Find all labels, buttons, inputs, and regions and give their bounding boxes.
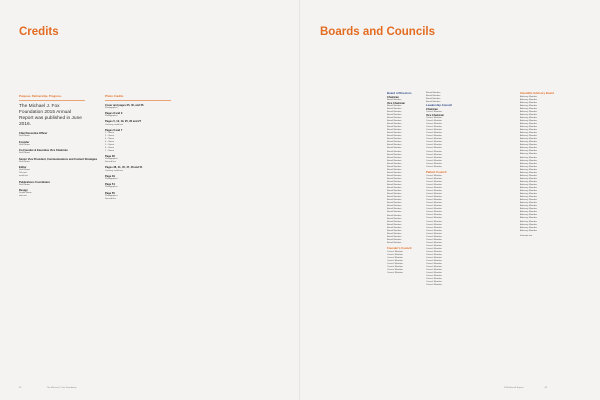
patient-member: Council Member	[426, 281, 442, 284]
leadership-member: Council Member	[426, 153, 442, 156]
right-footer-report: 2015 Annual Report	[504, 387, 524, 389]
founders-member: Council Member	[387, 269, 403, 272]
board-member: Board Member	[387, 238, 402, 241]
photo-credit-pages: Pages 6 and 7	[105, 128, 123, 132]
staff-role: Founder	[19, 140, 30, 144]
photo-credit-line: Courtesy credit text	[105, 169, 123, 172]
scientific-member: Advisory Member	[520, 183, 538, 186]
board-member: Board Member	[387, 129, 402, 132]
photo-credit-line: Photographer	[105, 194, 118, 197]
board-member: Board Member	[387, 232, 402, 235]
leadership-member: Council Member	[426, 132, 442, 135]
board-member: Board Member	[387, 117, 402, 120]
founders-member: Council Member	[387, 263, 403, 266]
leadership-member: Council Member	[426, 162, 442, 165]
scientific-member: Advisory Member	[520, 193, 538, 196]
scientific-member: Advisory Member	[520, 156, 538, 159]
photo-credit-pages: Page 54	[105, 183, 115, 187]
scientific-member: Advisory Member	[520, 129, 538, 132]
leadership-chairman: Council Member	[426, 110, 442, 113]
scientific-member: Advisory Member	[520, 165, 538, 168]
scientific-member: Advisory Member	[520, 119, 538, 122]
boards-title: Boards and Councils	[320, 26, 436, 38]
scientific-member: Advisory Member	[520, 150, 538, 153]
board-member: Board Member	[387, 226, 402, 229]
photo-credit-line: 4 – Name	[105, 140, 115, 143]
board-member: Board Member	[387, 217, 402, 220]
patient-member: Council Member	[426, 180, 442, 183]
board-member: Board Member	[387, 110, 402, 113]
leadership-member: Council Member	[426, 150, 442, 153]
scientific-member: Advisory Member	[520, 159, 538, 162]
photo-credit-pages: Page 49	[105, 174, 115, 178]
leadership-member: Council Member	[426, 129, 442, 132]
patient-member: Council Member	[426, 254, 442, 257]
board-member: Board Member	[387, 235, 402, 238]
scientific-member: Advisory Member	[520, 141, 538, 144]
photo-credit-pages: Pages 5, 12, 19, 25, 26 and 27	[105, 120, 142, 124]
board-chairman: Board Member	[387, 98, 402, 101]
board-member: Board Member	[387, 177, 402, 180]
spacer	[19, 198, 97, 200]
publication-statement: The Michael J. Fox Foundation 2015 Annual Report was published in June 2016.	[19, 103, 82, 128]
board-member: Board Member	[387, 138, 402, 141]
right-footer	[504, 387, 547, 389]
board-member: Board Member	[387, 187, 402, 190]
scientific-member-list	[520, 96, 568, 233]
board-member: Board Member	[387, 147, 402, 150]
scientific-member: Advisory Member	[520, 177, 538, 180]
leadership-member: Council Member	[426, 126, 442, 129]
founders-member-list	[387, 251, 412, 275]
board-member: Board Member	[387, 205, 402, 208]
scientific-member: Advisory Member	[520, 211, 538, 214]
photo-credit-line: Photographer	[105, 158, 118, 161]
board-chairman-label: Chairman	[387, 95, 399, 99]
patient-member: Council Member	[426, 208, 442, 211]
scientific-member: Advisory Member	[520, 196, 538, 199]
leadership-heading: Leadership Council	[426, 103, 452, 108]
scientific-member: Advisory Member	[520, 190, 538, 193]
board-member: Board Member	[387, 199, 402, 202]
patient-member: Council Member	[426, 275, 442, 278]
credits-intro-column	[19, 95, 97, 201]
staff-name: Staff Name	[19, 152, 30, 155]
patient-member: Council Member	[426, 250, 442, 253]
left-footer-org: The Michael J. Fox Foundation	[46, 387, 77, 389]
scientific-member: Advisory Member	[520, 199, 538, 202]
board-member: Board Member	[387, 174, 402, 177]
scientific-member: Advisory Member	[520, 132, 538, 135]
patient-member: Council Member	[426, 174, 442, 177]
board-member: Board Member	[387, 162, 402, 165]
board-member: Board Member	[387, 184, 402, 187]
founders-member: Council Member	[387, 250, 403, 253]
staff-name: Staff Name	[19, 143, 30, 146]
patient-member: Council Member	[426, 263, 442, 266]
board-member: Board Member	[387, 107, 402, 110]
staff-name: Staff Name	[19, 183, 30, 186]
board-member: Board Member	[387, 144, 402, 147]
scientific-member: Advisory Member	[520, 116, 538, 119]
scientific-member: Advisory Member	[520, 101, 538, 104]
patient-member: Council Member	[426, 226, 442, 229]
patient-member: Council Member	[426, 269, 442, 272]
board-heading: Board of Directors	[387, 91, 412, 95]
patient-member: Council Member	[426, 257, 442, 260]
photo-credit-line: 6 – Name	[105, 146, 115, 149]
councils-column	[426, 92, 452, 288]
leadership-member: Council Member	[426, 159, 442, 162]
board-member: Board Member	[426, 101, 441, 104]
scientific-member: Advisory Member	[520, 217, 538, 220]
patient-member: Council Member	[426, 272, 442, 275]
photo-credit-line: Photographer	[105, 106, 118, 109]
patient-member: Council Member	[426, 199, 442, 202]
photo-credit-line: 7 – Name	[105, 149, 115, 152]
patient-member: Council Member	[426, 193, 442, 196]
board-member: Board Member	[426, 98, 441, 101]
scientific-member: Advisory Member	[520, 208, 538, 211]
patient-member: Council Member	[426, 244, 442, 247]
patient-member: Council Member	[426, 205, 442, 208]
photo-credit-pages: Page 36	[105, 155, 115, 159]
board-member: Board Member	[387, 123, 402, 126]
scientific-member: Advisory Member	[520, 126, 538, 129]
scientific-member: Advisory Member	[520, 187, 538, 189]
board-member: Board Member	[387, 223, 402, 226]
divider	[19, 100, 85, 101]
patient-member: Council Member	[426, 238, 442, 241]
scientific-column	[520, 92, 568, 238]
leadership-member: Council Member	[426, 144, 442, 147]
staff-role: Senior Vice President, Communications and Content Strategies	[19, 157, 98, 161]
patient-member: Council Member	[426, 235, 442, 238]
photo-credits-column	[105, 95, 171, 203]
board-member: Board Member	[387, 168, 402, 171]
patient-member: Council Member	[426, 211, 442, 214]
left-page-number: 62	[19, 387, 22, 389]
scientific-heading: Scientific Advisory Board	[520, 91, 554, 95]
staff-name: Staff Name	[19, 169, 30, 172]
scientific-member: Advisory Member	[520, 123, 538, 126]
scientific-member: Advisory Member	[520, 153, 538, 156]
scientific-member: Advisory Member	[520, 223, 538, 226]
patient-member: Council Member	[426, 229, 442, 232]
photo-credit-line: 1 – Name	[105, 132, 115, 134]
scientific-member: Advisory Member	[520, 229, 538, 232]
photo-credits-heading: Photo Credits	[105, 94, 124, 98]
photo-credit-line: 2 – Name	[105, 134, 115, 137]
leadership-member: Council Member	[426, 165, 442, 168]
photo-credit-line: Photographer	[105, 186, 118, 189]
scientific-member: Advisory Member	[520, 171, 538, 174]
patient-member: Council Member	[426, 278, 442, 281]
patient-member: Council Member	[426, 220, 442, 223]
scientific-member: Advisory Member	[520, 107, 538, 110]
photo-credit-pages: Page 55	[105, 191, 115, 195]
board-member: Board Member	[387, 171, 402, 174]
scientific-member: Advisory Member	[520, 138, 538, 141]
patient-member: Council Member	[426, 196, 442, 199]
photo-credit-pages: Pages 8 and 9	[105, 112, 123, 116]
scientific-note: Footnote text	[520, 235, 533, 238]
board-member: Board Member	[426, 95, 441, 98]
photo-credit-line: Second line	[105, 161, 116, 164]
photo-credit-line: 3 – Name	[105, 137, 115, 140]
leadership-vice-label: Vice Chairman	[426, 113, 444, 117]
scientific-member: Advisory Member	[520, 95, 538, 98]
scientific-member: Advisory Member	[520, 174, 538, 177]
patient-member: Council Member	[426, 247, 442, 250]
board-member: Board Member	[387, 211, 402, 214]
patient-member: Council Member	[426, 190, 442, 193]
board-member: Board Member	[387, 202, 402, 205]
photo-credit-pages: Pages 38, 41, 45, 47, 48 and 51	[105, 166, 143, 170]
scientific-member: Advisory Member	[520, 214, 538, 217]
scientific-member: Advisory Member	[520, 162, 538, 165]
scientific-member: Advisory Member	[520, 226, 538, 229]
leadership-member-list	[426, 120, 452, 169]
staff-role: Publications Coordinator	[19, 180, 50, 184]
founders-member: Council Member	[387, 272, 403, 275]
board-member: Board Member	[387, 214, 402, 217]
board-member: Board Member	[387, 190, 402, 193]
credits-title: Credits	[19, 26, 59, 38]
scientific-member: Advisory Member	[520, 147, 538, 150]
patient-member: Council Member	[426, 186, 442, 189]
photo-credit-line: 5 – Name	[105, 143, 115, 146]
scientific-member: Advisory Member	[520, 98, 538, 101]
photo-credit-list	[105, 104, 171, 204]
patient-member: Council Member	[426, 260, 442, 263]
board-member: Board Member	[387, 193, 402, 196]
scientific-member: Advisory Member	[520, 202, 538, 205]
scientific-member: Advisory Member	[520, 220, 538, 223]
scientific-member: Advisory Member	[520, 144, 538, 147]
board-member: Board Member	[387, 135, 402, 138]
staff-detail: web text	[19, 195, 27, 198]
staff-role: Design	[19, 189, 28, 193]
patient-member: Council Member	[426, 266, 442, 269]
staff-role: Chief Executive Officer	[19, 132, 48, 135]
leadership-member: Council Member	[426, 120, 442, 123]
leadership-vice: Council Member	[426, 117, 442, 120]
patient-member-list	[426, 175, 452, 288]
patient-member: Council Member	[426, 232, 442, 235]
photo-credit-line: Second line	[105, 197, 116, 200]
founders-member: Council Member	[387, 257, 403, 260]
board-vice-label: Vice Chairman	[387, 101, 405, 105]
board-member: Board Member	[387, 113, 402, 116]
patient-member: Council Member	[426, 284, 442, 287]
leadership-member: Council Member	[426, 147, 442, 150]
patient-member: Council Member	[426, 177, 442, 180]
leadership-member: Council Member	[426, 135, 442, 138]
board-member: Board Member	[387, 132, 402, 135]
board-member: Board Member	[387, 153, 402, 156]
scientific-member: Advisory Member	[520, 110, 538, 113]
photo-credit-line: Courtesy credit text	[105, 123, 123, 126]
staff-detail: Title text	[19, 172, 27, 175]
board-vice: Board Member	[387, 104, 402, 107]
leadership-member: Council Member	[426, 123, 442, 126]
patient-heading: Patient Council	[426, 170, 447, 175]
founders-member: Council Member	[387, 266, 403, 269]
patient-member: Council Member	[426, 241, 442, 244]
board-member: Board Member	[387, 150, 402, 153]
board-member: Board Member	[387, 159, 402, 162]
founders-heading: Founder's Council	[387, 246, 412, 251]
photo-credit-line: Photographer	[105, 115, 118, 118]
photo-credit-line: Photographer	[105, 177, 118, 180]
divider	[105, 100, 171, 101]
founders-member: Council Member	[387, 260, 403, 263]
staff-name: Studio Name	[19, 192, 32, 195]
staff-name: Staff Name	[19, 135, 30, 138]
board-member: Board Member	[387, 208, 402, 211]
board-member: Board Member	[387, 120, 402, 123]
board-member: Board Member	[387, 229, 402, 232]
leadership-chairman-label: Chairman	[426, 107, 438, 111]
board-member: Board Member	[426, 92, 441, 94]
board-of-directors-column	[387, 92, 412, 275]
scientific-member: Advisory Member	[520, 104, 538, 107]
staff-role: Editor	[19, 166, 27, 170]
leadership-member: Council Member	[426, 141, 442, 144]
staff-list	[19, 132, 97, 201]
board-member: Board Member	[387, 141, 402, 144]
left-footer	[19, 387, 77, 389]
staff-name: Staff Name	[19, 160, 30, 163]
leadership-member: Council Member	[426, 156, 442, 159]
board-member: Board Member	[387, 241, 402, 244]
tagline: Purpose. Partnership. Progress.	[19, 94, 62, 98]
scientific-member: Advisory Member	[520, 168, 538, 171]
page-gutter	[299, 0, 300, 400]
patient-member: Council Member	[426, 223, 442, 226]
staff-detail: email text	[19, 175, 28, 178]
board-member: Board Member	[387, 181, 402, 183]
leadership-member: Council Member	[426, 138, 442, 141]
scientific-member: Advisory Member	[520, 180, 538, 183]
scientific-member: Advisory Member	[520, 135, 538, 138]
scientific-member: Advisory Member	[520, 205, 538, 208]
staff-role: Co-Founder & Executive Vice Chairman	[19, 149, 68, 153]
board-member: Board Member	[387, 220, 402, 223]
patient-member: Council Member	[426, 217, 442, 220]
board-member-list	[387, 108, 412, 245]
patient-member: Council Member	[426, 214, 442, 217]
spacer	[105, 201, 171, 203]
board-member: Board Member	[387, 165, 402, 168]
scientific-member: Advisory Member	[520, 113, 538, 116]
patient-member: Council Member	[426, 202, 442, 205]
right-page-number: 63	[544, 387, 547, 389]
board-member: Board Member	[387, 126, 402, 129]
board-member: Board Member	[387, 196, 402, 199]
photo-credit-pages: Cover and pages 05, 46, and 56	[105, 103, 144, 107]
founders-member: Council Member	[387, 254, 403, 257]
patient-member: Council Member	[426, 183, 442, 186]
board-member: Board Member	[387, 156, 402, 159]
